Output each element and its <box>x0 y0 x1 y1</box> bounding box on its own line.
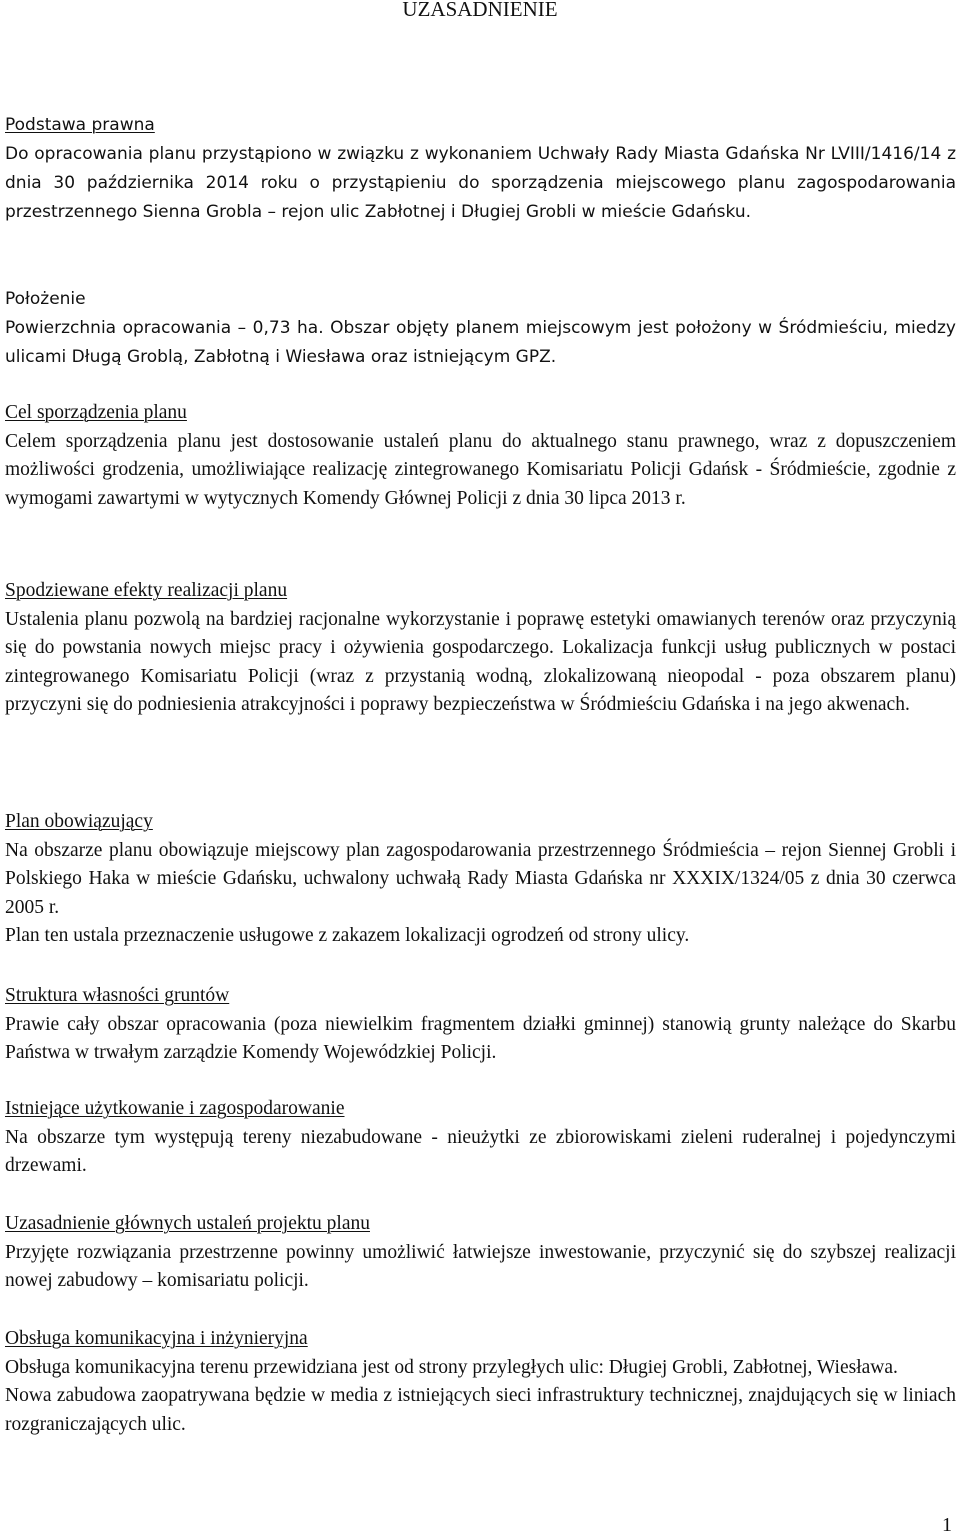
section-spodziewane-efekty <box>5 577 956 720</box>
section-text: Plan ten ustala przeznaczenie usługowe z zakazem lokalizacji ogrodzeń od strony ulicy. <box>5 925 690 947</box>
section-heading: Struktura własności gruntów <box>5 985 230 1006</box>
section-text: Prawie cały obszar opracowania (poza niewielkim fragmentem działki gminnej) stanowią grunty należące do Skarbu Państwa w trwałym zarządzie Komendy Wojewódzkiej Policji. <box>5 1013 956 1064</box>
section-cel-sporzadzenia <box>5 399 956 513</box>
section-obsluga-komunikacyjna <box>5 1325 956 1439</box>
section-podstawa-prawna <box>5 111 956 227</box>
section-uzasadnienie-ustalen <box>5 1210 956 1296</box>
section-heading: Istniejące użytkowanie i zagospodarowanie <box>5 1098 345 1119</box>
section-text: Przyjęte rozwiązania przestrzenne powinny umożliwić łatwiejsze inwestowanie, przyczynić się do szybszej realizacji nowej zabudowy – komisariatu policji. <box>5 1241 956 1292</box>
section-text: Na obszarze tym występują tereny niezabudowane - nieużytki ze zbiorowiskami zieleni ruderalnej i pojedynczymi drzewami. <box>5 1126 956 1177</box>
section-text: Do opracowania planu przystąpiono w związku z wykonaniem Uchwały Rady Miasta Gdańska Nr LVIII/1416/14 z dnia 30 października 2014 roku o przystąpieniu do sporządzenia miejscowego planu zagospodarowania przestrzennego Sienna Grobla – rejon ulic Zabłotnej i Długiej Grobli w mieście Gdańsku. <box>5 144 956 222</box>
section-heading: Uzasadnienie głównych ustaleń projektu planu <box>5 1213 370 1234</box>
section-text: Celem sporządzenia planu jest dostosowanie ustaleń planu do aktualnego stanu prawnego, wraz z dopuszczeniem możliwości grodzenia, umożliwiające realizację zintegrowanego Komisariatu Policji Gdańsk - Śródmieście, zgodnie z wymogami zawartymi w wytycznych Komendy Głównej Policji z dnia 30 lipca 2013 r. <box>5 430 956 509</box>
section-text: Ustalenia planu pozwolą na bardziej racjonalne wykorzystanie i poprawę estetyki omawianych terenów oraz przyczynią się do powstania nowych miejsc pracy i ożywienia gospodarczego. Lokalizacja funkcji usług publicznych w postaci zintegrowanego Komisariatu Policji (wraz z przystanią wodną, zlokalizowaną nieopodal - poza obszarem planu) przyczyni się do podniesienia atrakcyjności i poprawy bezpieczeństwa w Śródmieściu Gdańska i na jego akwenach. <box>5 608 956 716</box>
page-title: UZASADNIENIE <box>402 0 558 21</box>
page-number: 1 <box>942 1514 952 1536</box>
section-text: Obsługa komunikacyjna terenu przewidziana jest od strony przyległych ulic: Długiej Grobli, Zabłotnej, Wiesława. <box>5 1356 898 1378</box>
section-struktura-wlasnosci <box>5 982 956 1068</box>
section-heading: Obsługa komunikacyjna i inżynieryjna <box>5 1328 308 1349</box>
section-heading: Położenie <box>5 289 86 309</box>
section-text: Nowa zabudowa zaopatrywana będzie w media z istniejących sieci infrastruktury technicznej, znajdujących się w liniach rozgraniczających ulic. <box>5 1385 956 1435</box>
section-heading: Spodziewane efekty realizacji planu <box>5 580 288 601</box>
section-polozenie <box>5 285 956 372</box>
section-text: Powierzchnia opracowania – 0,73 ha. Obszar objęty planem miejscowym jest położony w Śródmieściu, miedzy ulicami Długą Groblą, Zabłotną i Wiesława oraz istniejącym GPZ. <box>5 318 956 367</box>
section-heading: Cel sporządzenia planu <box>5 402 187 423</box>
section-plan-obowiazujacy <box>5 808 956 951</box>
section-heading: Plan obowiązujący <box>5 811 153 832</box>
section-heading: Podstawa prawna <box>5 115 155 135</box>
section-istniejace-uzytkowanie <box>5 1095 956 1181</box>
section-text: Na obszarze planu obowiązuje miejscowy plan zagospodarowania przestrzennego Śródmieścia – rejon Siennej Grobli i Polskiego Haka w mieście Gdańsku, uchwalony uchwałą Rady Miasta Gdańska nr XXXIX/1324/05 z dnia 30 czerwca 2005 r. <box>5 839 956 918</box>
